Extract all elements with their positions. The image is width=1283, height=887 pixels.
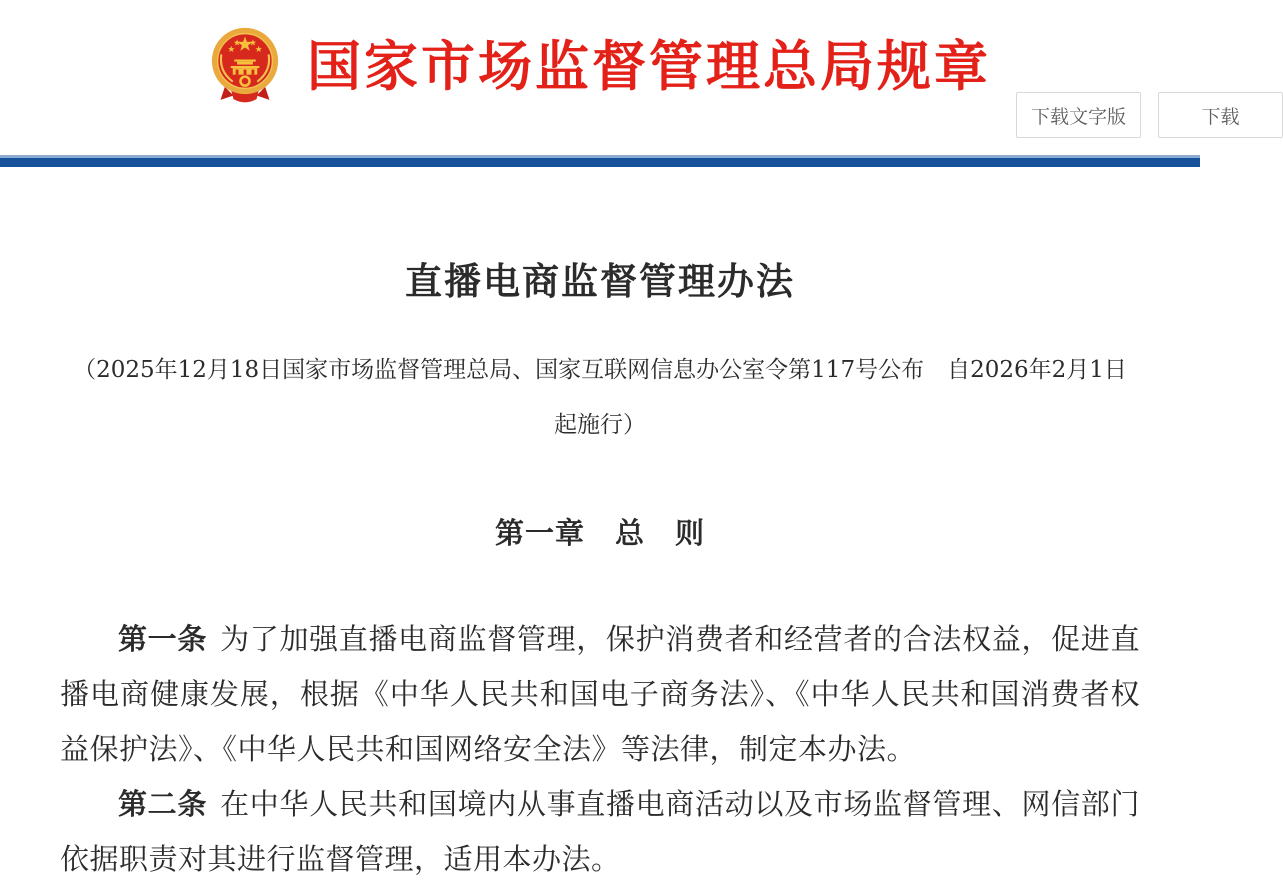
- chapter-heading: 第一章 总 则: [494, 516, 705, 550]
- issuance-line-2: 起施行）: [554, 412, 646, 438]
- document-title: 直播电商监督管理办法: [405, 259, 795, 303]
- article-1-text: 为了加强直播电商监督管理，保护消费者和经营者的合法权益，促进直播电商健康发展，根据《中华人民共和国电子商务法》、《中华人民共和国消费者权益保护法》、《中华人民共和国网络安全法》等法律，制定本办法。: [60, 622, 1140, 766]
- download-button-group: [1016, 92, 1283, 138]
- download-second-button[interactable]: 下载: [1158, 92, 1283, 138]
- article-2-number: 第二条: [118, 787, 208, 821]
- document-body: [60, 251, 1140, 887]
- article-1-number: 第一条: [118, 622, 208, 656]
- site-title: 国家市场监督管理总局规章: [307, 34, 991, 98]
- china-national-emblem-icon: [209, 26, 281, 106]
- articles: [60, 612, 1140, 887]
- download-text-version-button[interactable]: 下载文字版: [1016, 92, 1141, 138]
- issuance-note: [60, 343, 1140, 453]
- page-header: [0, 0, 1240, 155]
- article-1: [60, 612, 1140, 777]
- issuance-line-1: （2025年12月18日国家市场监督管理总局、国家互联网信息办公室令第117号公布 自2026年2月1日: [73, 357, 1127, 383]
- article-2-text: 在中华人民共和国境内从事直播电商活动以及市场监督管理、网信部门依据职责对其进行监督管理，适用本办法。: [60, 787, 1140, 876]
- article-2: [60, 777, 1140, 887]
- divider-dark-blue: [0, 158, 1200, 167]
- site-brand: [0, 0, 1200, 106]
